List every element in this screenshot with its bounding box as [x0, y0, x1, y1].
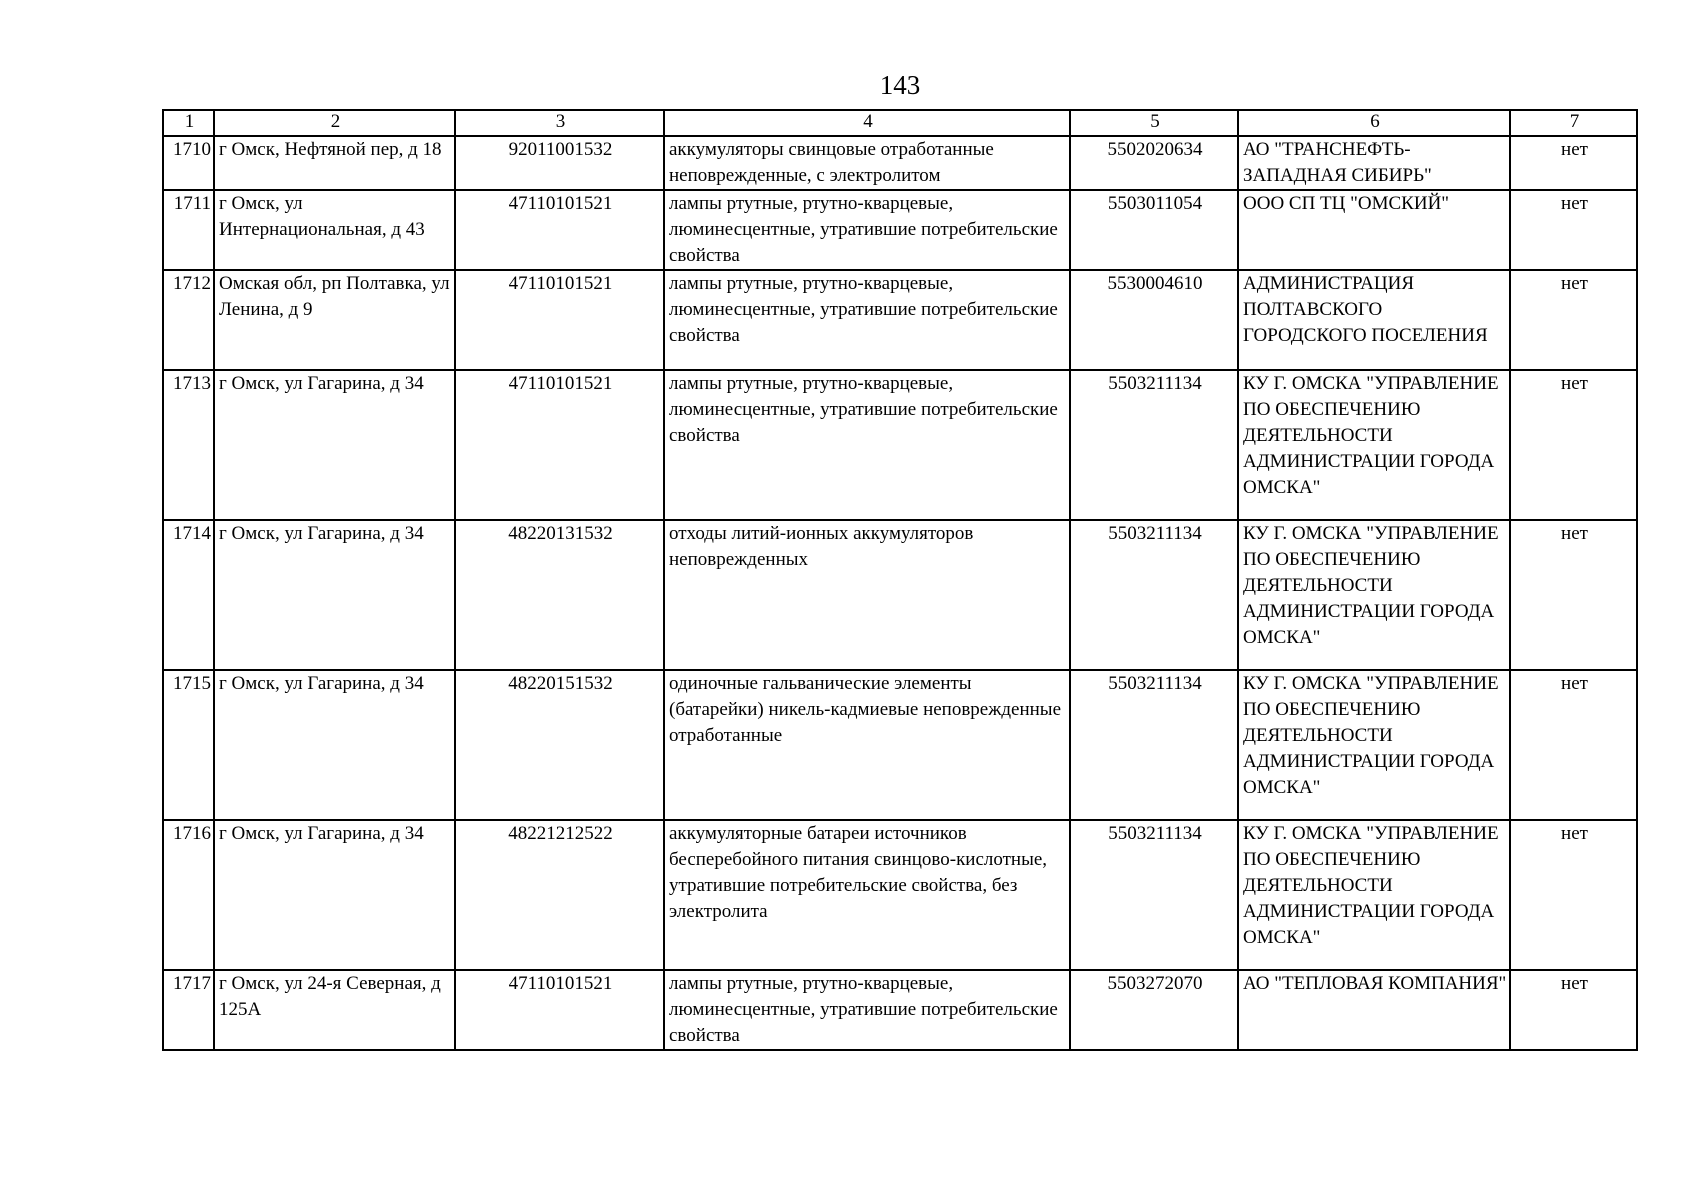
row-number: 1715 [163, 670, 214, 820]
organization-cell: ООО СП ТЦ "ОМСКИЙ" [1238, 190, 1510, 270]
column-number-4: 4 [664, 110, 1070, 136]
row-number: 1716 [163, 820, 214, 970]
waste-name-cell: одиночные гальванические элементы (батарейки) никель-кадмиевые неповрежденные отработанные [664, 670, 1070, 820]
table-row [163, 820, 1637, 970]
flag-cell: нет [1510, 520, 1637, 670]
inn-cell: 5503211134 [1070, 820, 1238, 970]
flag-cell: нет [1510, 670, 1637, 820]
waste-register-table [162, 109, 1638, 1051]
organization-cell: КУ Г. ОМСКА "УПРАВЛЕНИЕ ПО ОБЕСПЕЧЕНИЮ ДЕЯТЕЛЬНОСТИ АДМИНИСТРАЦИИ ГОРОДА ОМСКА" [1238, 370, 1510, 520]
waste-code-cell: 48220151532 [455, 670, 664, 820]
address-cell: г Омск, ул Гагарина, д 34 [214, 820, 455, 970]
address-cell: г Омск, ул Интернациональная, д 43 [214, 190, 455, 270]
address-cell: г Омск, ул 24-я Северная, д 125А [214, 970, 455, 1050]
row-number: 1711 [163, 190, 214, 270]
organization-cell: АДМИНИСТРАЦИЯ ПОЛТАВСКОГО ГОРОДСКОГО ПОСЕЛЕНИЯ [1238, 270, 1510, 370]
inn-cell: 5502020634 [1070, 136, 1238, 190]
inn-cell: 5503211134 [1070, 670, 1238, 820]
inn-cell: 5503011054 [1070, 190, 1238, 270]
waste-name-cell: лампы ртутные, ртутно-кварцевые, люминесцентные, утратившие потребительские свойства [664, 270, 1070, 370]
waste-name-cell: аккумуляторные батареи источников бесперебойного питания свинцово-кислотные, утратившие потребительские свойства, без электролита [664, 820, 1070, 970]
table-row [163, 136, 1637, 190]
inn-cell: 5503211134 [1070, 520, 1238, 670]
column-number-1: 1 [163, 110, 214, 136]
waste-name-cell: лампы ртутные, ртутно-кварцевые, люминесцентные, утратившие потребительские свойства [664, 190, 1070, 270]
waste-code-cell: 47110101521 [455, 270, 664, 370]
address-cell: Омская обл, рп Полтавка, ул Ленина, д 9 [214, 270, 455, 370]
flag-cell: нет [1510, 190, 1637, 270]
waste-code-cell: 47110101521 [455, 370, 664, 520]
waste-name-cell: аккумуляторы свинцовые отработанные неповрежденные, с электролитом [664, 136, 1070, 190]
waste-name-cell: отходы литий-ионных аккумуляторов неповрежденных [664, 520, 1070, 670]
row-number: 1714 [163, 520, 214, 670]
flag-cell: нет [1510, 970, 1637, 1050]
row-number: 1710 [163, 136, 214, 190]
address-cell: г Омск, Нефтяной пер, д 18 [214, 136, 455, 190]
table-row [163, 970, 1637, 1050]
inn-cell: 5530004610 [1070, 270, 1238, 370]
row-number: 1717 [163, 970, 214, 1050]
organization-cell: КУ Г. ОМСКА "УПРАВЛЕНИЕ ПО ОБЕСПЕЧЕНИЮ ДЕЯТЕЛЬНОСТИ АДМИНИСТРАЦИИ ГОРОДА ОМСКА" [1238, 820, 1510, 970]
flag-cell: нет [1510, 270, 1637, 370]
address-cell: г Омск, ул Гагарина, д 34 [214, 670, 455, 820]
column-number-2: 2 [214, 110, 455, 136]
flag-cell: нет [1510, 370, 1637, 520]
page-number: 143 [879, 70, 921, 100]
table-row [163, 370, 1637, 520]
address-cell: г Омск, ул Гагарина, д 34 [214, 370, 455, 520]
flag-cell: нет [1510, 136, 1637, 190]
waste-code-cell: 47110101521 [455, 190, 664, 270]
organization-cell: КУ Г. ОМСКА "УПРАВЛЕНИЕ ПО ОБЕСПЕЧЕНИЮ ДЕЯТЕЛЬНОСТИ АДМИНИСТРАЦИИ ГОРОДА ОМСКА" [1238, 670, 1510, 820]
address-cell: г Омск, ул Гагарина, д 34 [214, 520, 455, 670]
column-number-3: 3 [455, 110, 664, 136]
organization-cell: АО "ТРАНСНЕФТЬ-ЗАПАДНАЯ СИБИРЬ" [1238, 136, 1510, 190]
column-number-6: 6 [1238, 110, 1510, 136]
inn-cell: 5503211134 [1070, 370, 1238, 520]
organization-cell: КУ Г. ОМСКА "УПРАВЛЕНИЕ ПО ОБЕСПЕЧЕНИЮ ДЕЯТЕЛЬНОСТИ АДМИНИСТРАЦИИ ГОРОДА ОМСКА" [1238, 520, 1510, 670]
inn-cell: 5503272070 [1070, 970, 1238, 1050]
column-number-7: 7 [1510, 110, 1637, 136]
flag-cell: нет [1510, 820, 1637, 970]
organization-cell: АО "ТЕПЛОВАЯ КОМПАНИЯ" [1238, 970, 1510, 1050]
row-number: 1712 [163, 270, 214, 370]
table-row [163, 190, 1637, 270]
waste-name-cell: лампы ртутные, ртутно-кварцевые, люминесцентные, утратившие потребительские свойства [664, 970, 1070, 1050]
table-body [163, 110, 1637, 1050]
waste-code-cell: 48220131532 [455, 520, 664, 670]
waste-code-cell: 47110101521 [455, 970, 664, 1050]
row-number: 1713 [163, 370, 214, 520]
column-number-row [163, 110, 1637, 136]
column-number-5: 5 [1070, 110, 1238, 136]
waste-code-cell: 48221212522 [455, 820, 664, 970]
waste-name-cell: лампы ртутные, ртутно-кварцевые, люминесцентные, утратившие потребительские свойства [664, 370, 1070, 520]
table-row [163, 670, 1637, 820]
waste-code-cell: 92011001532 [455, 136, 664, 190]
table-row [163, 270, 1637, 370]
table-row [163, 520, 1637, 670]
